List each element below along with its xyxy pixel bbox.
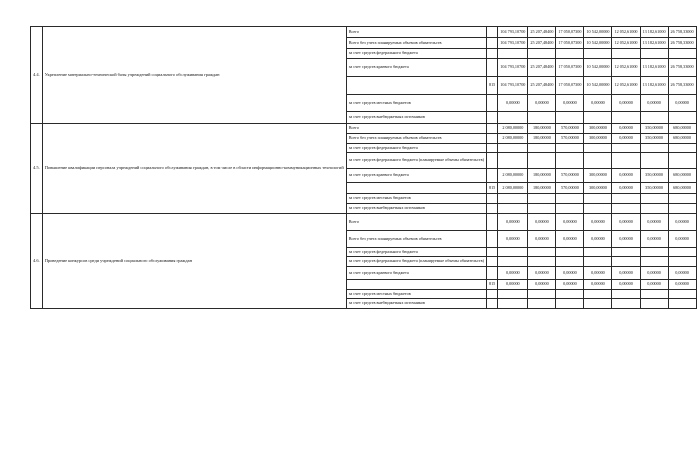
- amount-cell: 0,00000: [498, 95, 528, 112]
- amount-cell: [668, 112, 696, 124]
- funding-source: Всего без учета планируемых объемов обязательств: [346, 38, 486, 49]
- amount-cell: 12 052,61000: [612, 77, 640, 95]
- measure-title: Проведение конкурсов среди учреждений социального обслуживания граждан: [42, 214, 346, 309]
- amount-cell: 13 182,61000: [640, 59, 668, 77]
- amount-cell: 2 080,00000: [498, 169, 528, 183]
- amount-cell: [612, 153, 640, 169]
- funding-source: Всего: [346, 214, 486, 231]
- department-code: [486, 204, 497, 214]
- amount-cell: [556, 49, 584, 59]
- amount-cell: [556, 194, 584, 204]
- amount-cell: [584, 153, 612, 169]
- amount-cell: [584, 194, 612, 204]
- amount-cell: [612, 248, 640, 257]
- amount-cell: [528, 257, 556, 267]
- funding-source: за счет средств краевого бюджета: [346, 59, 486, 77]
- amount-cell: 25 207,48400: [528, 38, 556, 49]
- amount-cell: 0,00000: [528, 280, 556, 290]
- department-code: 815: [486, 77, 497, 95]
- measure-number: 4.6.: [31, 214, 43, 309]
- amount-cell: 0,00000: [556, 231, 584, 248]
- amount-cell: 0,00000: [612, 267, 640, 280]
- amount-cell: 350,00000: [640, 169, 668, 183]
- amount-cell: [612, 112, 640, 124]
- amount-cell: 0,00000: [612, 169, 640, 183]
- amount-cell: 300,00000: [584, 169, 612, 183]
- amount-cell: [668, 204, 696, 214]
- amount-cell: [640, 204, 668, 214]
- amount-cell: 26 758,33000: [668, 27, 696, 38]
- amount-cell: 0,00000: [528, 267, 556, 280]
- department-code: [486, 112, 497, 124]
- amount-cell: [668, 248, 696, 257]
- amount-cell: [640, 299, 668, 309]
- amount-cell: 180,00000: [528, 124, 556, 134]
- funding-source: за счет средств федерального бюджета (планируемые объемы обязательств): [346, 257, 486, 267]
- department-code: 815: [486, 280, 497, 290]
- amount-cell: [556, 153, 584, 169]
- funding-source: Всего: [346, 124, 486, 134]
- amount-cell: [668, 49, 696, 59]
- amount-cell: [612, 204, 640, 214]
- amount-cell: [556, 299, 584, 309]
- department-code: [486, 169, 497, 183]
- amount-cell: 0,00000: [640, 280, 668, 290]
- amount-cell: [584, 144, 612, 153]
- amount-cell: 180,00000: [528, 183, 556, 194]
- amount-cell: [498, 112, 528, 124]
- amount-cell: 26 758,33000: [668, 77, 696, 95]
- amount-cell: 17 050,07300: [556, 38, 584, 49]
- funding-source: за счет средств федерального бюджета: [346, 248, 486, 257]
- amount-cell: [612, 144, 640, 153]
- amount-cell: 104 793,10700: [498, 59, 528, 77]
- amount-cell: 26 758,33000: [668, 38, 696, 49]
- amount-cell: [498, 299, 528, 309]
- department-code: [486, 299, 497, 309]
- table-row: [31, 214, 697, 231]
- amount-cell: [498, 194, 528, 204]
- amount-cell: 0,00000: [556, 95, 584, 112]
- funding-source: за счет средств местных бюджетов: [346, 194, 486, 204]
- amount-cell: [528, 153, 556, 169]
- amount-cell: [612, 49, 640, 59]
- department-code: [486, 257, 497, 267]
- amount-cell: 0,00000: [668, 214, 696, 231]
- funding-source: за счет средств федерального бюджета: [346, 49, 486, 59]
- measure-title: Повышение квалификации персонала учреждений социального обслуживания граждан, в том числе в области информационно-коммуникационных технологий: [42, 124, 346, 214]
- amount-cell: 0,00000: [640, 267, 668, 280]
- amount-cell: 2 080,00000: [498, 183, 528, 194]
- funding-source: за счет средств федерального бюджета: [346, 144, 486, 153]
- amount-cell: 10 542,00000: [584, 59, 612, 77]
- amount-cell: [640, 248, 668, 257]
- department-code: [486, 124, 497, 134]
- amount-cell: 104 793,10700: [498, 77, 528, 95]
- amount-cell: 17 050,07300: [556, 27, 584, 38]
- amount-cell: 25 207,48400: [528, 77, 556, 95]
- amount-cell: [612, 194, 640, 204]
- amount-cell: 17 050,07300: [556, 59, 584, 77]
- amount-cell: 0,00000: [556, 267, 584, 280]
- amount-cell: 104 793,10700: [498, 27, 528, 38]
- amount-cell: 13 182,61000: [640, 38, 668, 49]
- amount-cell: [498, 290, 528, 299]
- amount-cell: 0,00000: [584, 267, 612, 280]
- amount-cell: [640, 153, 668, 169]
- amount-cell: [584, 257, 612, 267]
- amount-cell: 180,00000: [528, 134, 556, 144]
- amount-cell: 570,00000: [556, 134, 584, 144]
- amount-cell: [528, 299, 556, 309]
- amount-cell: 2 080,00000: [498, 134, 528, 144]
- amount-cell: 0,00000: [584, 231, 612, 248]
- amount-cell: 0,00000: [498, 280, 528, 290]
- amount-cell: 680,00000: [668, 183, 696, 194]
- department-code: [486, 231, 497, 248]
- amount-cell: [556, 290, 584, 299]
- funding-source: Всего: [346, 27, 486, 38]
- amount-cell: 680,00000: [668, 124, 696, 134]
- measure-number: 4.4.: [31, 27, 43, 124]
- amount-cell: 570,00000: [556, 169, 584, 183]
- amount-cell: 350,00000: [640, 134, 668, 144]
- amount-cell: [612, 257, 640, 267]
- amount-cell: 0,00000: [584, 95, 612, 112]
- amount-cell: 26 758,33000: [668, 59, 696, 77]
- amount-cell: [584, 299, 612, 309]
- amount-cell: [498, 49, 528, 59]
- amount-cell: 0,00000: [612, 95, 640, 112]
- amount-cell: 0,00000: [668, 231, 696, 248]
- amount-cell: 0,00000: [498, 267, 528, 280]
- department-code: [486, 59, 497, 77]
- amount-cell: [498, 248, 528, 257]
- amount-cell: [668, 299, 696, 309]
- amount-cell: 0,00000: [498, 214, 528, 231]
- funding-source: [346, 183, 486, 194]
- amount-cell: 300,00000: [584, 183, 612, 194]
- funding-source: за счет средств внебюджетных источников: [346, 112, 486, 124]
- amount-cell: 0,00000: [528, 95, 556, 112]
- amount-cell: 680,00000: [668, 169, 696, 183]
- amount-cell: 10 542,00000: [584, 77, 612, 95]
- amount-cell: [640, 290, 668, 299]
- amount-cell: 25 207,48400: [528, 59, 556, 77]
- amount-cell: 0,00000: [612, 183, 640, 194]
- amount-cell: 0,00000: [640, 214, 668, 231]
- amount-cell: [528, 49, 556, 59]
- amount-cell: [640, 194, 668, 204]
- department-code: [486, 194, 497, 204]
- amount-cell: 104 793,10700: [498, 38, 528, 49]
- amount-cell: [584, 248, 612, 257]
- amount-cell: [668, 153, 696, 169]
- funding-source: за счет средств федерального бюджета (планируемые объемы обязательств): [346, 153, 486, 169]
- funding-source: Всего без учета планируемых объемов обязательств: [346, 231, 486, 248]
- amount-cell: [640, 144, 668, 153]
- amount-cell: 13 182,61000: [640, 77, 668, 95]
- amount-cell: [640, 112, 668, 124]
- amount-cell: 12 052,61000: [612, 59, 640, 77]
- funding-source: за счет средств местных бюджетов: [346, 290, 486, 299]
- amount-cell: [498, 257, 528, 267]
- amount-cell: [498, 204, 528, 214]
- amount-cell: [556, 257, 584, 267]
- amount-cell: [668, 194, 696, 204]
- department-code: [486, 38, 497, 49]
- amount-cell: 350,00000: [640, 183, 668, 194]
- amount-cell: [498, 153, 528, 169]
- amount-cell: 0,00000: [528, 231, 556, 248]
- department-code: [486, 153, 497, 169]
- department-code: [486, 290, 497, 299]
- amount-cell: [612, 299, 640, 309]
- funding-source: за счет средств внебюджетных источников: [346, 204, 486, 214]
- department-code: [486, 95, 497, 112]
- amount-cell: [528, 248, 556, 257]
- amount-cell: [528, 112, 556, 124]
- department-code: [486, 134, 497, 144]
- amount-cell: 0,00000: [584, 280, 612, 290]
- funding-source: [346, 280, 486, 290]
- amount-cell: 300,00000: [584, 124, 612, 134]
- amount-cell: [528, 194, 556, 204]
- amount-cell: [556, 144, 584, 153]
- department-code: [486, 27, 497, 38]
- measure-title: Укрепление материально-технической базы учреждений социального обслуживания граждан: [42, 27, 346, 124]
- amount-cell: 0,00000: [668, 280, 696, 290]
- amount-cell: 180,00000: [528, 169, 556, 183]
- department-code: 815: [486, 183, 497, 194]
- amount-cell: [668, 144, 696, 153]
- amount-cell: 0,00000: [640, 231, 668, 248]
- amount-cell: [584, 204, 612, 214]
- amount-cell: 350,00000: [640, 124, 668, 134]
- department-code: [486, 49, 497, 59]
- funding-source: [346, 77, 486, 95]
- table-body: [31, 27, 697, 309]
- amount-cell: 0,00000: [612, 124, 640, 134]
- amount-cell: [556, 248, 584, 257]
- amount-cell: 25 207,48400: [528, 27, 556, 38]
- amount-cell: 0,00000: [584, 214, 612, 231]
- amount-cell: 12 052,61000: [612, 27, 640, 38]
- amount-cell: 13 182,61000: [640, 27, 668, 38]
- table-row: [31, 124, 697, 134]
- amount-cell: 12 052,61000: [612, 38, 640, 49]
- amount-cell: [612, 290, 640, 299]
- amount-cell: [668, 290, 696, 299]
- amount-cell: [584, 112, 612, 124]
- amount-cell: 0,00000: [498, 231, 528, 248]
- amount-cell: 0,00000: [640, 95, 668, 112]
- funding-source: за счет средств краевого бюджета: [346, 169, 486, 183]
- department-code: [486, 214, 497, 231]
- amount-cell: 10 542,00000: [584, 27, 612, 38]
- amount-cell: 0,00000: [668, 267, 696, 280]
- amount-cell: 0,00000: [612, 134, 640, 144]
- amount-cell: 0,00000: [668, 95, 696, 112]
- measure-number: 4.5.: [31, 124, 43, 214]
- funding-source: за счет средств внебюджетных источников: [346, 299, 486, 309]
- amount-cell: [584, 49, 612, 59]
- amount-cell: 0,00000: [612, 214, 640, 231]
- amount-cell: 0,00000: [528, 214, 556, 231]
- department-code: [486, 248, 497, 257]
- funding-source: за счет средств местных бюджетов: [346, 95, 486, 112]
- funding-source: за счет средств краевого бюджета: [346, 267, 486, 280]
- amount-cell: 680,00000: [668, 134, 696, 144]
- amount-cell: 0,00000: [612, 280, 640, 290]
- department-code: [486, 144, 497, 153]
- amount-cell: 570,00000: [556, 124, 584, 134]
- amount-cell: 570,00000: [556, 183, 584, 194]
- amount-cell: 0,00000: [612, 231, 640, 248]
- amount-cell: 0,00000: [556, 280, 584, 290]
- amount-cell: [528, 290, 556, 299]
- amount-cell: 10 542,00000: [584, 38, 612, 49]
- amount-cell: [528, 204, 556, 214]
- amount-cell: [556, 112, 584, 124]
- amount-cell: [498, 144, 528, 153]
- amount-cell: 300,00000: [584, 134, 612, 144]
- amount-cell: [640, 49, 668, 59]
- table-row: [31, 27, 697, 38]
- amount-cell: [640, 257, 668, 267]
- amount-cell: [668, 257, 696, 267]
- amount-cell: 17 050,07300: [556, 77, 584, 95]
- budget-table: [30, 26, 697, 309]
- funding-source: Всего без учета планируемых объемов обязательств: [346, 134, 486, 144]
- department-code: [486, 267, 497, 280]
- amount-cell: 2 080,00000: [498, 124, 528, 134]
- amount-cell: [556, 204, 584, 214]
- amount-cell: 0,00000: [556, 214, 584, 231]
- amount-cell: [528, 144, 556, 153]
- amount-cell: [584, 290, 612, 299]
